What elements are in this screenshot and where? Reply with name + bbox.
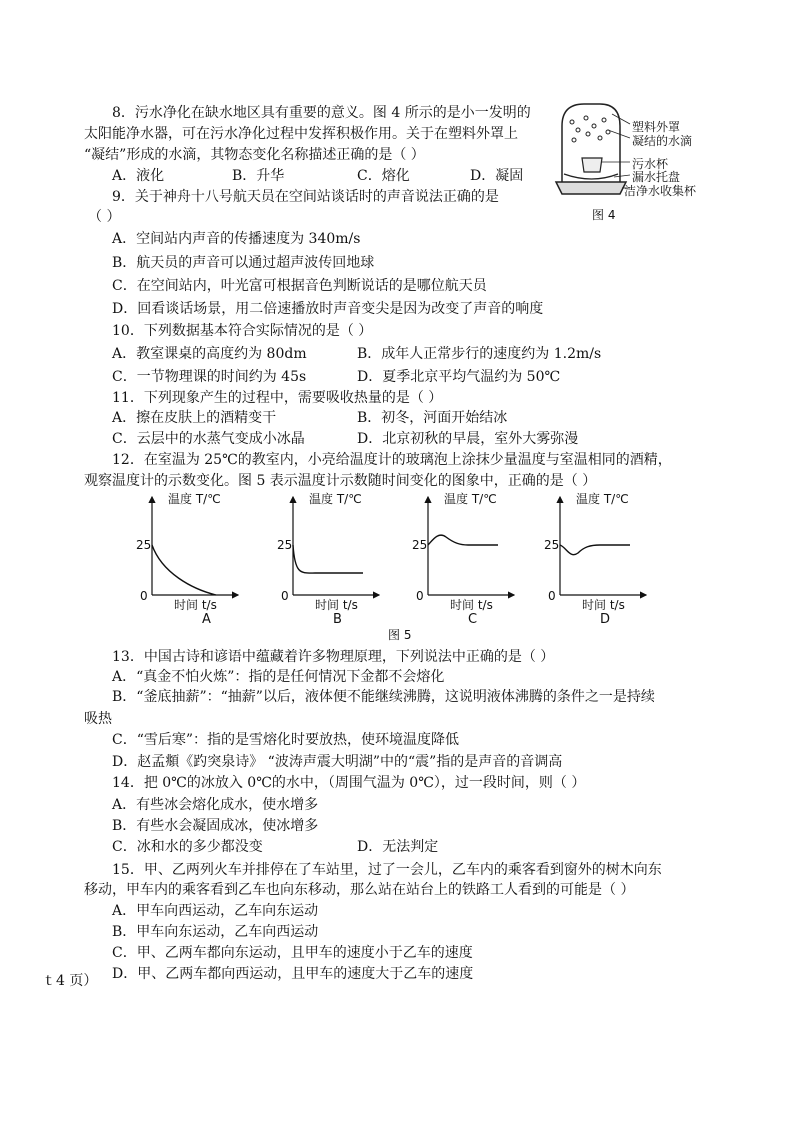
fig4-caption: 图 4 <box>592 208 616 222</box>
q15-option-a: A．甲车向西运动，乙车向东运动 <box>112 903 319 919</box>
drip-tray-shape <box>564 174 618 179</box>
q11-option-b: B．初冬，河面开始结冰 <box>357 410 508 426</box>
q9-option-b: B．航天员的声音可以通过超声波传回地球 <box>112 255 375 271</box>
q13-option-b-line1: B．“釜底抽薪”：“抽薪”以后，液体便不能继续沸腾，这说明液体沸腾的条件之一是持续 <box>112 689 655 705</box>
q11-stem: 11．下列现象产生的过程中，需要吸收热量的是（ ） <box>112 390 443 406</box>
q11-option-c: C．云层中的水蒸气变成小冰晶 <box>112 431 305 447</box>
q9-line2: （ ） <box>88 209 121 225</box>
q11-option-a: A．擦在皮肤上的酒精变干 <box>112 410 277 426</box>
q13-option-a: A．“真金不怕火炼”：指的是任何情况下金都不会熔化 <box>112 669 445 685</box>
graph-c-y-label: 温度 T/℃ <box>444 492 497 506</box>
q8-option-b: B．升华 <box>232 168 285 184</box>
q8-option-d: D．凝固 <box>470 168 524 184</box>
graph-b-letter: B <box>333 612 342 627</box>
q15-option-d: D．甲、乙两车都向西运动，且甲车的速度大于乙车的速度 <box>112 966 474 982</box>
graph-c-y-tick-25: 25 <box>412 538 428 552</box>
q8-option-c: C．熔化 <box>357 168 410 184</box>
q14-stem: 14．把 0℃的冰放入 0℃的水中，（周围气温为 0℃），过一段时间，则（ ） <box>112 775 586 791</box>
graph-a-origin: 0 <box>140 589 148 603</box>
q12-line1: 12．在室温为 25℃的教室内，小亮给温度计的玻璃泡上涂抹少量温度与室温相同的酒精， <box>112 452 672 468</box>
graph-a-letter: A <box>202 612 211 627</box>
graph-b-origin: 0 <box>281 589 289 603</box>
graph-d-letter: D <box>600 612 611 627</box>
q14-option-c: C．冰和水的多少都没变 <box>112 839 263 855</box>
graph-b-x-label: 时间 t/s <box>315 598 358 612</box>
graph-b-y-tick-25: 25 <box>277 538 293 552</box>
q12-line2: 观察温度计的示数变化。图 5 表示温度计示数随时间变化的图象中，正确的是（ ） <box>84 473 597 489</box>
fig4-label-droplets: 凝结的水滴 <box>632 134 693 148</box>
q8-line3: “凝结”形成的水滴，其物态变化名称描述正确的是（ ） <box>84 147 425 163</box>
page-footer-fragment: ｔ4 页） <box>42 973 98 989</box>
q10-option-b: B．成年人正常步行的速度约为 1.2m/s <box>357 346 602 362</box>
collection-cup-shape <box>556 182 626 194</box>
q8-option-a: A．液化 <box>112 168 165 184</box>
q8-line1: 8．污水净化在缺水地区具有重要的意义。图 4 所示的是小一发明的 <box>112 105 531 121</box>
q10-option-d: D．夏季北京平均气温约为 50℃ <box>357 369 561 385</box>
graph-c-x-label: 时间 t/s <box>450 598 493 612</box>
graph-d-x-label: 时间 t/s <box>582 598 625 612</box>
graph-a-y-tick-25: 25 <box>136 538 152 552</box>
graph-d-origin: 0 <box>548 589 556 603</box>
graph-b-y-label: 温度 T/℃ <box>309 492 362 506</box>
figure-5-graphs <box>0 485 794 640</box>
fig4-label-collector: 洁净水收集杯 <box>624 184 697 198</box>
q15-line2: 移动，甲车内的乘客看到乙车也向东移动，那么站在站台上的铁路工人看到的可能是（ ） <box>84 882 635 898</box>
q10-option-a: A．教室课桌的高度约为 80dm <box>112 346 307 362</box>
q9-line1: 9．关于神舟十八号航天员在空间站谈话时的声音说法正确的是 <box>112 189 499 205</box>
q9-option-c: C．在空间站内，叶光富可根据音色判断说话的是哪位航天员 <box>112 278 487 294</box>
graph-c-curve <box>428 535 498 545</box>
q9-option-d: D．回看谈话场景，用二倍速播放时声音变尖是因为改变了声音的响度 <box>112 301 544 317</box>
q15-line1: 15．甲、乙两列火车并排停在了车站里，过了一会儿，乙车内的乘客看到窗外的树木向东 <box>112 862 662 878</box>
q10-option-c: C．一节物理课的时间约为 45s <box>112 369 307 385</box>
q9-option-a: A．空间站内声音的传播速度为 340m/s <box>112 231 361 247</box>
dirty-water-cup-shape <box>582 158 602 172</box>
fig4-label-tray: 漏水托盘 <box>632 170 681 184</box>
graph-d-y-tick-25: 25 <box>544 538 560 552</box>
q14-option-a: A．有些冰会熔化成水，使水增多 <box>112 797 319 813</box>
q10-stem: 10．下列数据基本符合实际情况的是（ ） <box>112 323 373 339</box>
fig4-label-cover: 塑料外罩 <box>632 120 681 134</box>
q14-option-d: D．无法判定 <box>357 839 439 855</box>
q13-stem: 13．中国古诗和谚语中蕴藏着许多物理原理，下列说法中正确的是（ ） <box>112 649 555 665</box>
q8-line2: 太阳能净水器，可在污水净化过程中发挥积极作用。关于在塑料外罩上 <box>84 126 518 142</box>
q13-option-d: D．赵孟頫《趵突泉诗》 “波涛声震大明湖”中的“震”指的是声音的音调高 <box>112 754 563 770</box>
q15-option-c: C．甲、乙两车都向东运动，且甲车的速度小于乙车的速度 <box>112 945 473 961</box>
graph-d-curve <box>560 545 630 555</box>
graph-d-y-label: 温度 T/℃ <box>576 492 629 506</box>
graph-a-curve <box>152 545 216 595</box>
q11-option-d: D．北京初秋的早晨，室外大雾弥漫 <box>357 431 579 447</box>
graph-a-x-label: 时间 t/s <box>174 598 217 612</box>
graph-c-origin: 0 <box>416 589 424 603</box>
q15-option-b: B．甲车向东运动，乙车向西运动 <box>112 924 319 940</box>
condensed-droplets <box>570 116 610 142</box>
graph-a-y-label: 温度 T/℃ <box>168 492 221 506</box>
fig4-label-cup: 污水杯 <box>632 157 669 171</box>
q14-option-b: B．有些水会凝固成冰，使冰增多 <box>112 818 319 834</box>
fig5-caption: 图 5 <box>388 628 412 642</box>
graph-b-curve <box>293 545 363 573</box>
graph-c-letter: C <box>468 612 478 627</box>
q13-option-b-line2: 吸热 <box>84 711 112 727</box>
q13-option-c: C．“雪后寒”：指的是雪熔化时要放热，使环境温度降低 <box>112 732 460 748</box>
